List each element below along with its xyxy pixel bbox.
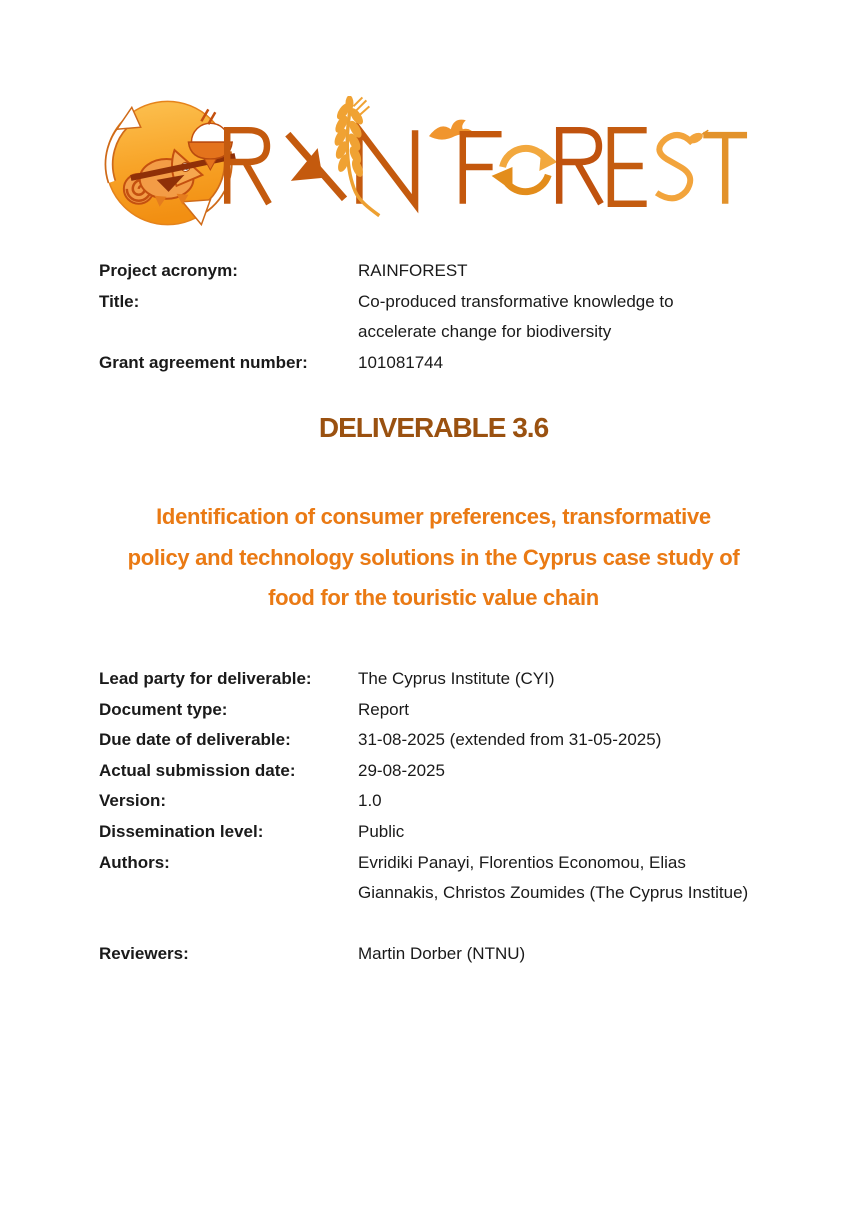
- meta-value: [358, 695, 409, 726]
- meta-row-title: [99, 287, 674, 348]
- meta-value: [358, 756, 445, 787]
- document-subtitle: [0, 497, 867, 619]
- meta-value-line: Evridiki Panayi, Florentios Economou, Elias: [358, 852, 686, 872]
- meta-value-line: Public: [358, 821, 405, 841]
- project-meta-top: [99, 256, 674, 378]
- meta-value-line: 1.0: [358, 791, 382, 811]
- meta-label: Document type:: [99, 699, 228, 719]
- meta-row-dissemination-level: [99, 817, 748, 848]
- subtitle-line: Identification of consumer preferences, transformative: [156, 504, 711, 529]
- meta-label: Due date of deliverable:: [99, 730, 291, 750]
- letter-e: [611, 130, 647, 204]
- meta-value: [358, 348, 443, 379]
- meta-label: Title:: [99, 291, 140, 311]
- meta-row-due-date: [99, 725, 748, 756]
- meta-value-line: 101081744: [358, 352, 444, 372]
- meta-label: Version:: [99, 791, 167, 811]
- rainforest-logo: [99, 96, 755, 228]
- meta-value: [358, 939, 525, 970]
- meta-label: Authors:: [99, 852, 170, 872]
- meta-row-document-type: [99, 695, 748, 726]
- subtitle-line: policy and technology solutions in the Cyprus case study of: [127, 544, 740, 570]
- letter-n: [359, 130, 415, 204]
- meta-value-line: 29-08-2025: [358, 760, 445, 780]
- meta-value: [358, 817, 404, 848]
- letter-r: [227, 130, 269, 204]
- letter-r2: [559, 130, 601, 204]
- logo-word-forest: [463, 130, 747, 204]
- meta-value-line: Martin Dorber (NTNU): [358, 943, 526, 963]
- recycle-icon: [492, 148, 558, 191]
- meta-value-line: Co-produced transformative knowledge to: [358, 291, 674, 311]
- meta-value: [358, 786, 382, 817]
- letter-t: [703, 135, 747, 204]
- meta-value: [358, 664, 555, 695]
- meta-value-line: accelerate change for biodiversity: [358, 322, 612, 342]
- letter-f: [463, 134, 502, 204]
- meta-value: [358, 287, 674, 348]
- meta-value: [358, 256, 468, 287]
- meta-row-grant-number: [99, 348, 674, 379]
- meta-row-authors: [99, 848, 748, 909]
- meta-row-lead-party: [99, 664, 748, 695]
- meta-row-submission-date: [99, 756, 748, 787]
- meta-value: [358, 725, 661, 756]
- meta-row-reviewers: [99, 939, 748, 970]
- meta-value: [358, 848, 748, 909]
- meta-row-version: [99, 786, 748, 817]
- meta-label: Reviewers:: [99, 943, 189, 963]
- meta-value-line: Report: [358, 699, 410, 719]
- meta-value-line: 31-08-2025 (extended from 31-05-2025): [358, 730, 662, 750]
- deliverable-meta: [99, 664, 748, 969]
- snake-s-icon: [657, 130, 709, 198]
- meta-label: Dissemination level:: [99, 821, 264, 841]
- meta-value-line: The Cyprus Institute (CYI): [358, 669, 555, 688]
- meta-label: Actual submission date:: [99, 760, 296, 780]
- logo-word-rain: [227, 130, 415, 204]
- meta-value-line: RAINFOREST: [358, 261, 468, 280]
- subtitle-line: food for the touristic value chain: [268, 585, 599, 610]
- meta-label: Lead party for deliverable:: [99, 669, 312, 688]
- deliverable-heading: DELIVERABLE 3.6: [318, 412, 549, 443]
- meta-value-line: Giannakis, Christos Zoumides (The Cyprus Institue): [358, 883, 749, 903]
- meta-row-project-acronym: [99, 256, 674, 287]
- meta-label: Grant agreement number:: [99, 352, 308, 372]
- rainforest-logo-art: [99, 96, 755, 228]
- meta-label: Project acronym:: [99, 261, 238, 280]
